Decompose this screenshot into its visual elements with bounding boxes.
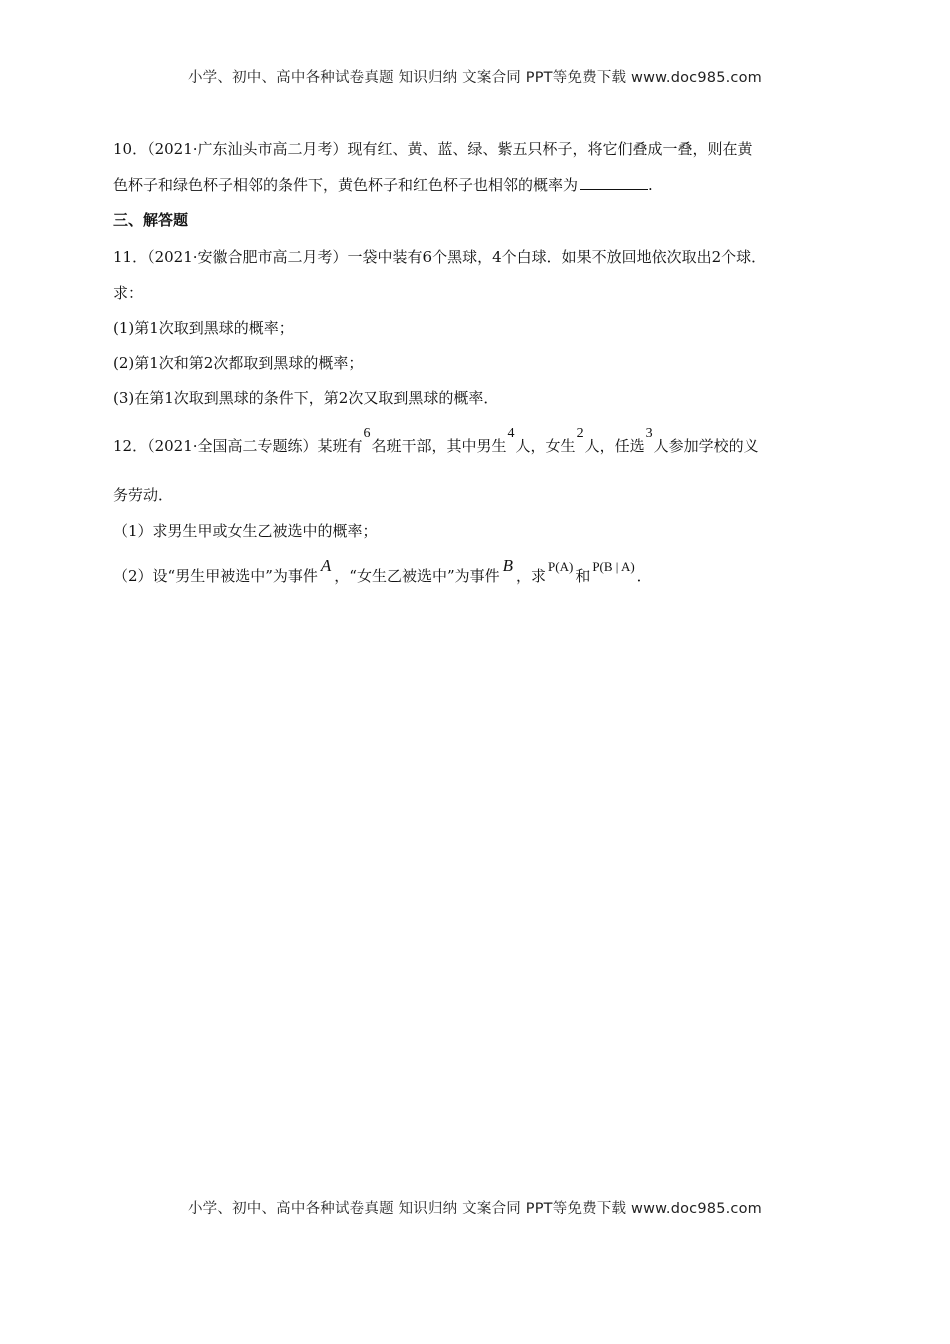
q12-text-5: 人参加学校的义 — [653, 437, 759, 455]
q11-line2: 求： — [113, 284, 144, 302]
page-header: 小学、初中、高中各种试卷真题 知识归纳 文案合同 PPT等免费下载 www.doc985.com — [187, 70, 763, 86]
prob-b-given-a-expression: P(B | A) — [592, 559, 635, 574]
q12-sub2 — [113, 556, 652, 587]
q12-num-6: 6 — [363, 426, 371, 441]
q12-sub2-text-e: ． — [636, 567, 652, 585]
event-a-symbol: A — [320, 556, 332, 575]
q12-num-4: 4 — [507, 426, 515, 441]
q11-sub2: (2)第1次和第2次都取到黑球的概率； — [113, 354, 364, 372]
q10-line1: 10．（2021·广东汕头市高二月考）现有红、黄、蓝、绿、紫五只杯子，将它们叠成一叠，则在黄 — [113, 140, 753, 158]
q12-sub2-text-d: 和 — [575, 567, 591, 585]
q10-line2 — [113, 175, 653, 195]
q11-sub3: (3)在第1次取到黑球的条件下，第2次又取到黑球的概率． — [113, 389, 499, 407]
prob-a-expression: P(A) — [548, 559, 574, 574]
q10-line2-end: . — [648, 176, 653, 194]
q12-sub1: （1）求男生甲或女生乙被选中的概率； — [113, 522, 378, 540]
q10-line2-text: 色杯子和绿色杯子相邻的条件下，黄色杯子和红色杯子也相邻的概率为 — [113, 176, 579, 194]
q12-sub2-text-c: ，求 — [516, 567, 547, 585]
q11-line1: 11．（2021·安徽合肥市高二月考）一袋中装有6个黑球，4个白球．如果不放回地依次取出2个球． — [113, 248, 767, 266]
q12-text-4: 人，任选 — [584, 437, 645, 455]
q12-text-2: 名班干部，其中男生 — [371, 437, 507, 455]
q12-line2: 务劳动． — [113, 486, 174, 504]
q12-sub2-text-a: （2）设“男生甲被选中”为事件 — [113, 567, 318, 585]
answer-blank — [580, 175, 648, 190]
event-b-symbol: B — [502, 556, 514, 575]
q12-num-2: 2 — [576, 426, 584, 441]
page-footer: 小学、初中、高中各种试卷真题 知识归纳 文案合同 PPT等免费下载 www.doc985.com — [187, 1201, 763, 1217]
q12-num-3: 3 — [645, 426, 653, 441]
q12-line1 — [113, 426, 759, 458]
section-title: 三、解答题 — [113, 211, 189, 229]
q12-text-3: 人，女生 — [515, 437, 576, 455]
q11-sub1: (1)第1次取到黑球的概率； — [113, 319, 294, 337]
q12-text-1: 12．（2021·全国高二专题练）某班有 — [113, 437, 363, 455]
q12-sub2-text-b: ，“女生乙被选中”为事件 — [334, 567, 500, 585]
